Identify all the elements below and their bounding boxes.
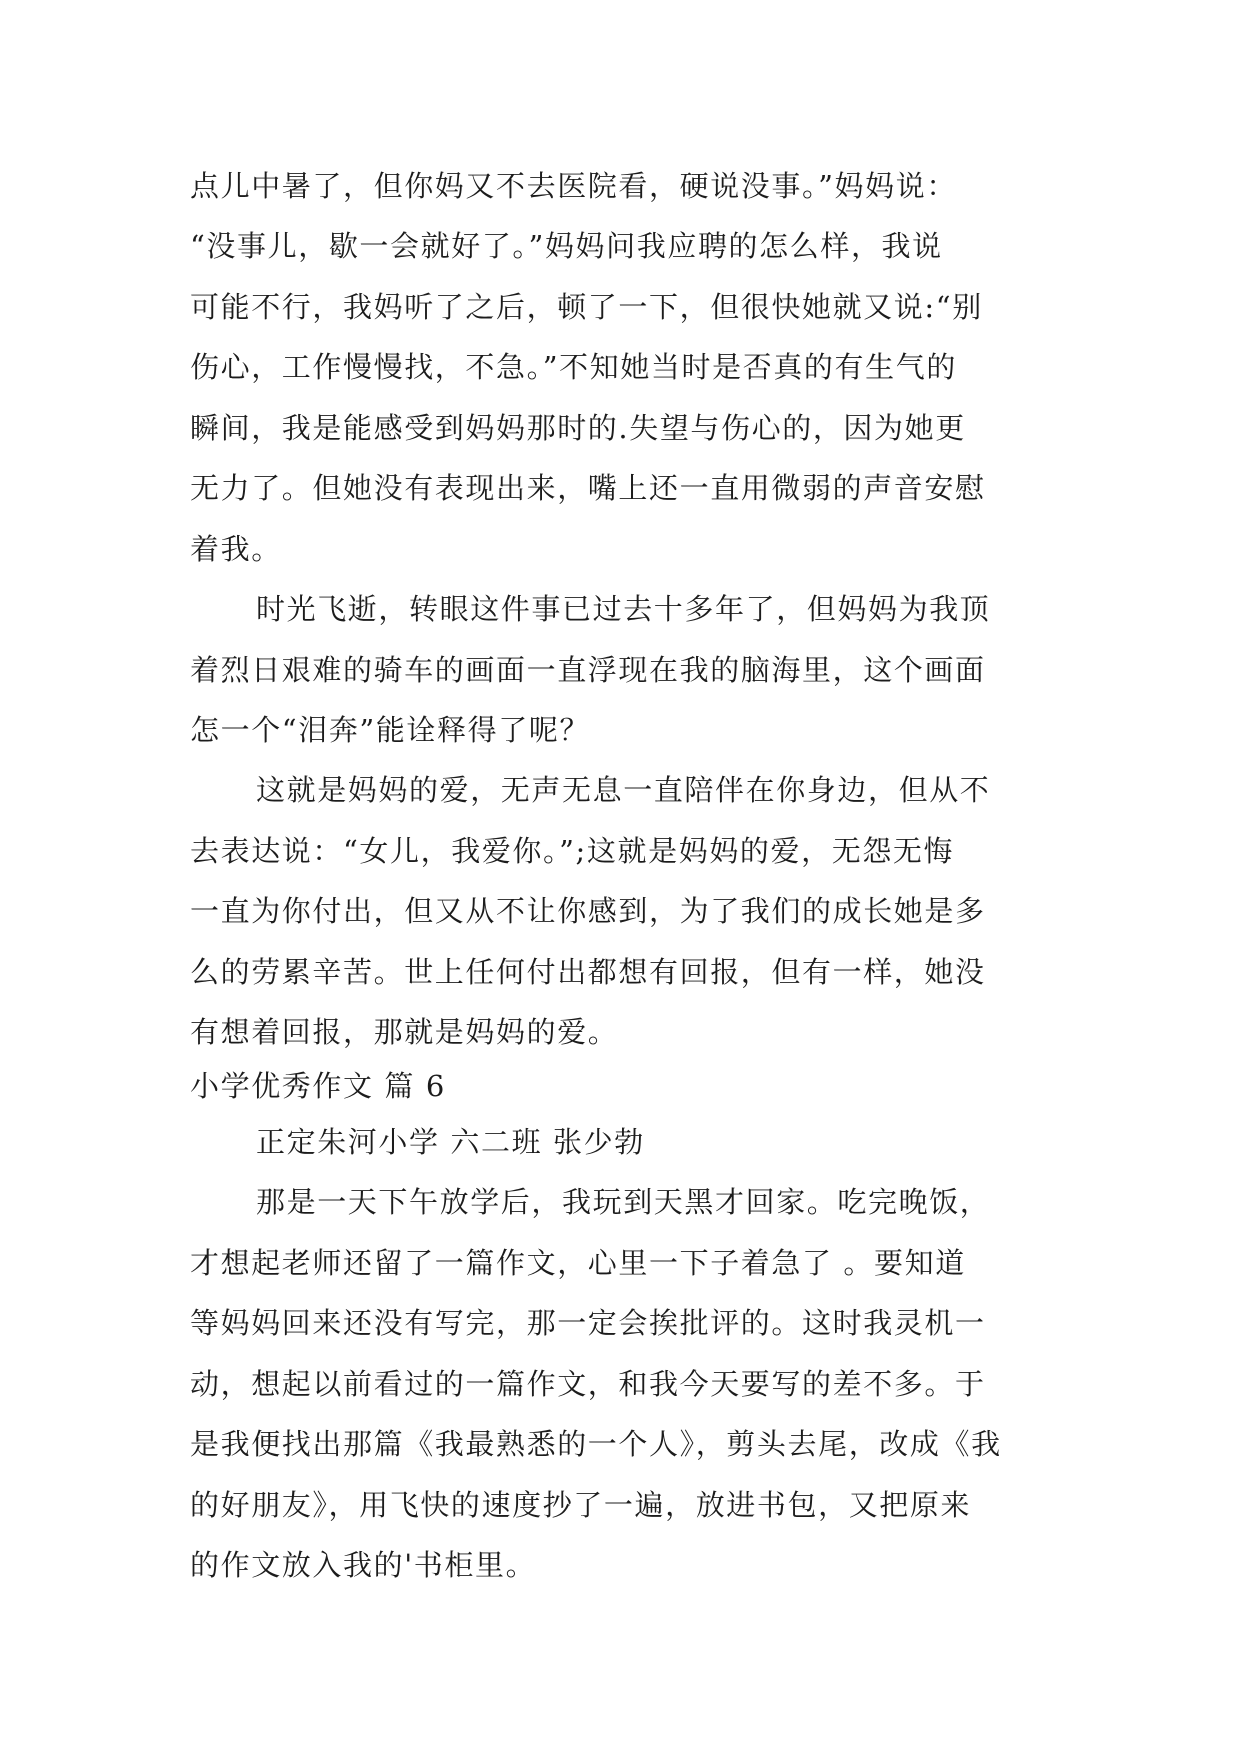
text-line: 才想起老师还留了一篇作文，心里一下子着急了 。要知道 [190, 1246, 966, 1280]
text-line: 等妈妈回来还没有写完，那一定会挨批评的。这时我灵机一 [190, 1306, 986, 1340]
paragraph-start-line: 那是一天下午放学后，我玩到天黑才回家。吃完晚饭， [256, 1185, 991, 1219]
author-line: 正定朱河小学 六二班 张少勃 [256, 1125, 645, 1159]
text-line: “没事儿，歇一会就好了。”妈妈问我应聘的怎么样，我说 [190, 229, 943, 263]
paragraph-start-line: 时光飞逝，转眼这件事已过去十多年了，但妈妈为我顶 [256, 592, 991, 626]
text-line: 点儿中暑了，但你妈又不去医院看，硬说没事。”妈妈说： [190, 169, 957, 203]
text-line: 可能不行，我妈听了之后，顿了一下，但很快她就又说:“别 [190, 290, 983, 324]
text-line: 动，想起以前看过的一篇作文，和我今天要写的差不多。于 [190, 1367, 986, 1401]
paragraph-start-line: 这就是妈妈的爱，无声无息一直陪伴在你身边，但从不 [256, 773, 991, 807]
text-line: 瞬间，我是能感受到妈妈那时的.失望与伤心的，因为她更 [190, 411, 966, 445]
text-line: 是我便找出那篇《我最熟悉的一个人》，剪头去尾，改成《我 [190, 1427, 1002, 1461]
text-line: 无力了。但她没有表现出来，嘴上还一直用微弱的声音安慰 [190, 471, 986, 505]
text-line: 么的劳累辛苦。世上任何付出都想有回报，但有一样，她没 [190, 955, 986, 989]
text-line: 去表达说：“女儿，我爱你。”;这就是妈妈的爱，无怨无悔 [190, 834, 955, 868]
text-line: 怎一个“泪奔”能诠释得了呢？ [190, 713, 591, 747]
text-line: 伤心，工作慢慢找，不急。”不知她当时是否真的有生气的 [190, 350, 957, 384]
section-heading: 小学优秀作文 篇 6 [190, 1069, 446, 1103]
text-line: 着我。 [190, 532, 282, 566]
text-line: 的作文放入我的'书柜里。 [190, 1548, 537, 1582]
text-line: 有想着回报，那就是妈妈的爱。 [190, 1015, 619, 1049]
text-line: 的好朋友》，用飞快的速度抄了一遍，放进书包，又把原来 [190, 1488, 972, 1522]
text-line: 着烈日艰难的骑车的画面一直浮现在我的脑海里，这个画面 [190, 653, 986, 687]
text-line: 一直为你付出，但又从不让你感到，为了我们的成长她是多 [190, 894, 986, 928]
